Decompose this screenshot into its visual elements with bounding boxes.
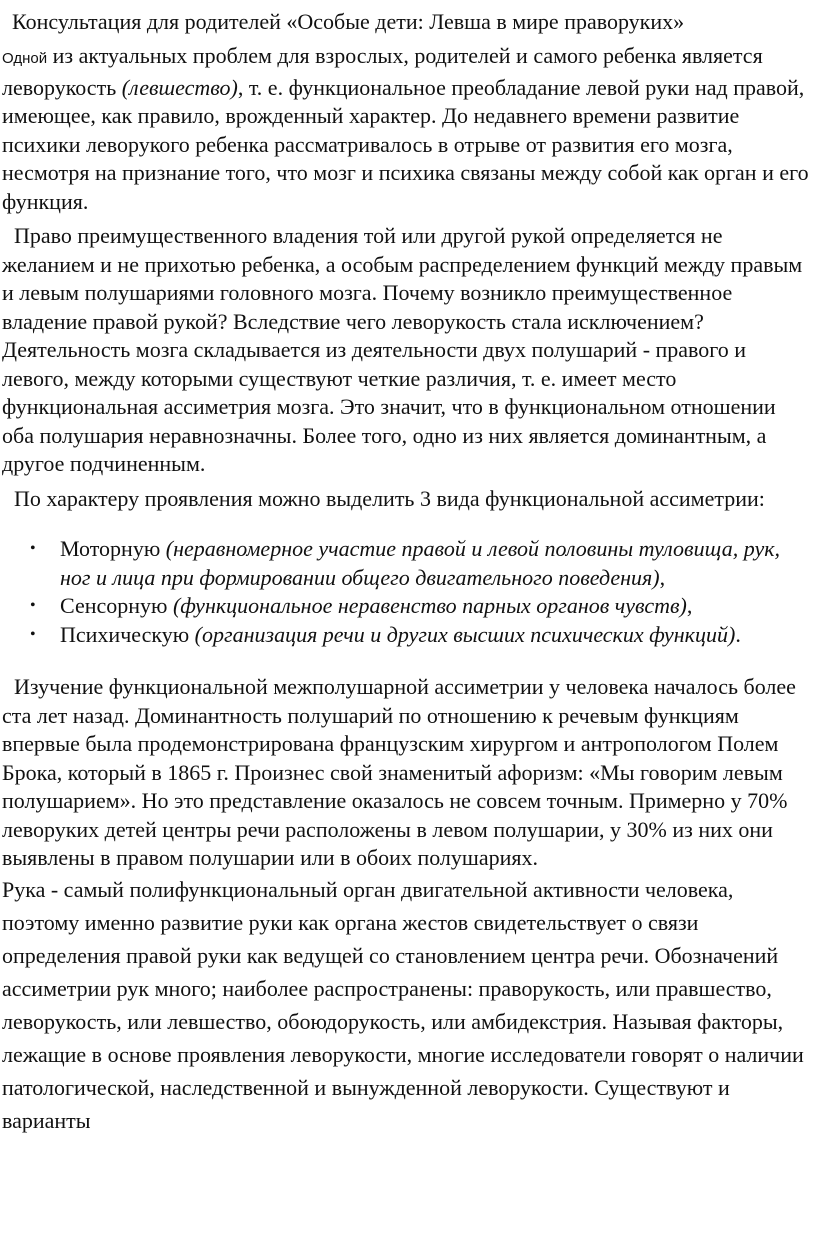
list-item-note: (неравномерное участие правой и левой половины туловища, рук, ног и лица при формировании общего двигательного поведения): [60, 536, 781, 590]
bullet-icon: •: [30, 540, 36, 557]
paragraph-hemispheres: Право преимущественного владения той или другой рукой определяется не желанием и не прихотью ребенка, а особым распределением функций между правым и левым полушариями головного мозга. Почему возникло преимущественное владение правой рукой? Вследствие чего леворукость стала исключением? Деятельность мозга складывается из деятельности двух полушарий - правого и левого, между которыми существуют четкие различия, т. е. имеет место функциональная ассиметрия мозга. Это значит, что в функциональном отношении оба полушария неравнозначны. Более того, одно из них является доминантным, а другое подчиненным.: [2, 223, 803, 476]
intro-text-2: , т. е. функциональное преобладание левой руки над правой, имеющее, как правило, врожденный характер. До недавнего времени развитие психики леворукого ребенка рассматривалось в отрыве от развития его мозга, несмотря на признание того, что мозг и психика связаны между собой как орган и его функция.: [2, 74, 809, 214]
list-item-tail: ,: [686, 593, 693, 618]
list-item-label: Моторную: [60, 536, 161, 561]
list-item-tail: .: [735, 621, 741, 647]
paragraph-history: Изучение функциональной межполушарной ассиметрии у человека началось более ста лет назад. Доминантность полушарий по отношению к речевым функциям впервые была продемонстрирована французским хирургом и антропологом Полем Брока, который в 1865 г. Произнес свой знаменитый афоризм: «Мы говорим левым полушарием». Но это представление оказалось не совсем точным. Примерно у 70% леворуких детей центры речи расположены в левом полушарии, у 30% из них они выявлены в правом полушарии или в обоих полушариях.: [2, 674, 796, 870]
list-item: [30, 592, 812, 621]
list-item: [30, 621, 812, 650]
list-item: [30, 535, 812, 592]
list-item-note: (функциональное неравенство парных органов чувств): [172, 593, 687, 618]
bullet-icon: •: [30, 625, 36, 643]
list-item-label: Сенсорную: [60, 593, 168, 618]
document-title: Консультация для родителей «Особые дети: Левша в мире праворуких»: [12, 9, 685, 34]
intro-lead-word: Одной: [2, 50, 48, 67]
list-item-tail: ,: [659, 564, 666, 590]
asymmetry-list: [2, 535, 812, 649]
intro-term: (левшество): [121, 74, 238, 100]
intro-text-1: из актуальных проблем для взрослых, родителей и самого ребенка является леворукость: [2, 43, 763, 100]
list-item-label: Психическую: [60, 621, 190, 647]
bullet-icon: •: [30, 597, 36, 614]
list-item-note: (организация речи и других высших психических функций): [194, 621, 736, 647]
paragraph-asymmetry-types: По характеру проявления можно выделить 3 вида функциональной ассиметрии:: [14, 485, 765, 511]
intro-paragraph: [2, 42, 812, 216]
paragraph-hand: Рука - самый полифункциональный орган двигательной активности человека, поэтому именно развитие руки как органа жестов свидетельствует о связи определения правой руки как ведущей со становлением центра речи. Обозначений ассиметрии рук много; наиболее распространены: праворукость, или правшество, леворукость, или левшество, обоюдорукость, или амбидекстрия. Называя факторы, лежащие в основе проявления леворукости, многие исследователи говорят о наличии патологической, наследственной и вынужденной леворукости. Существуют и варианты: [2, 876, 804, 1133]
